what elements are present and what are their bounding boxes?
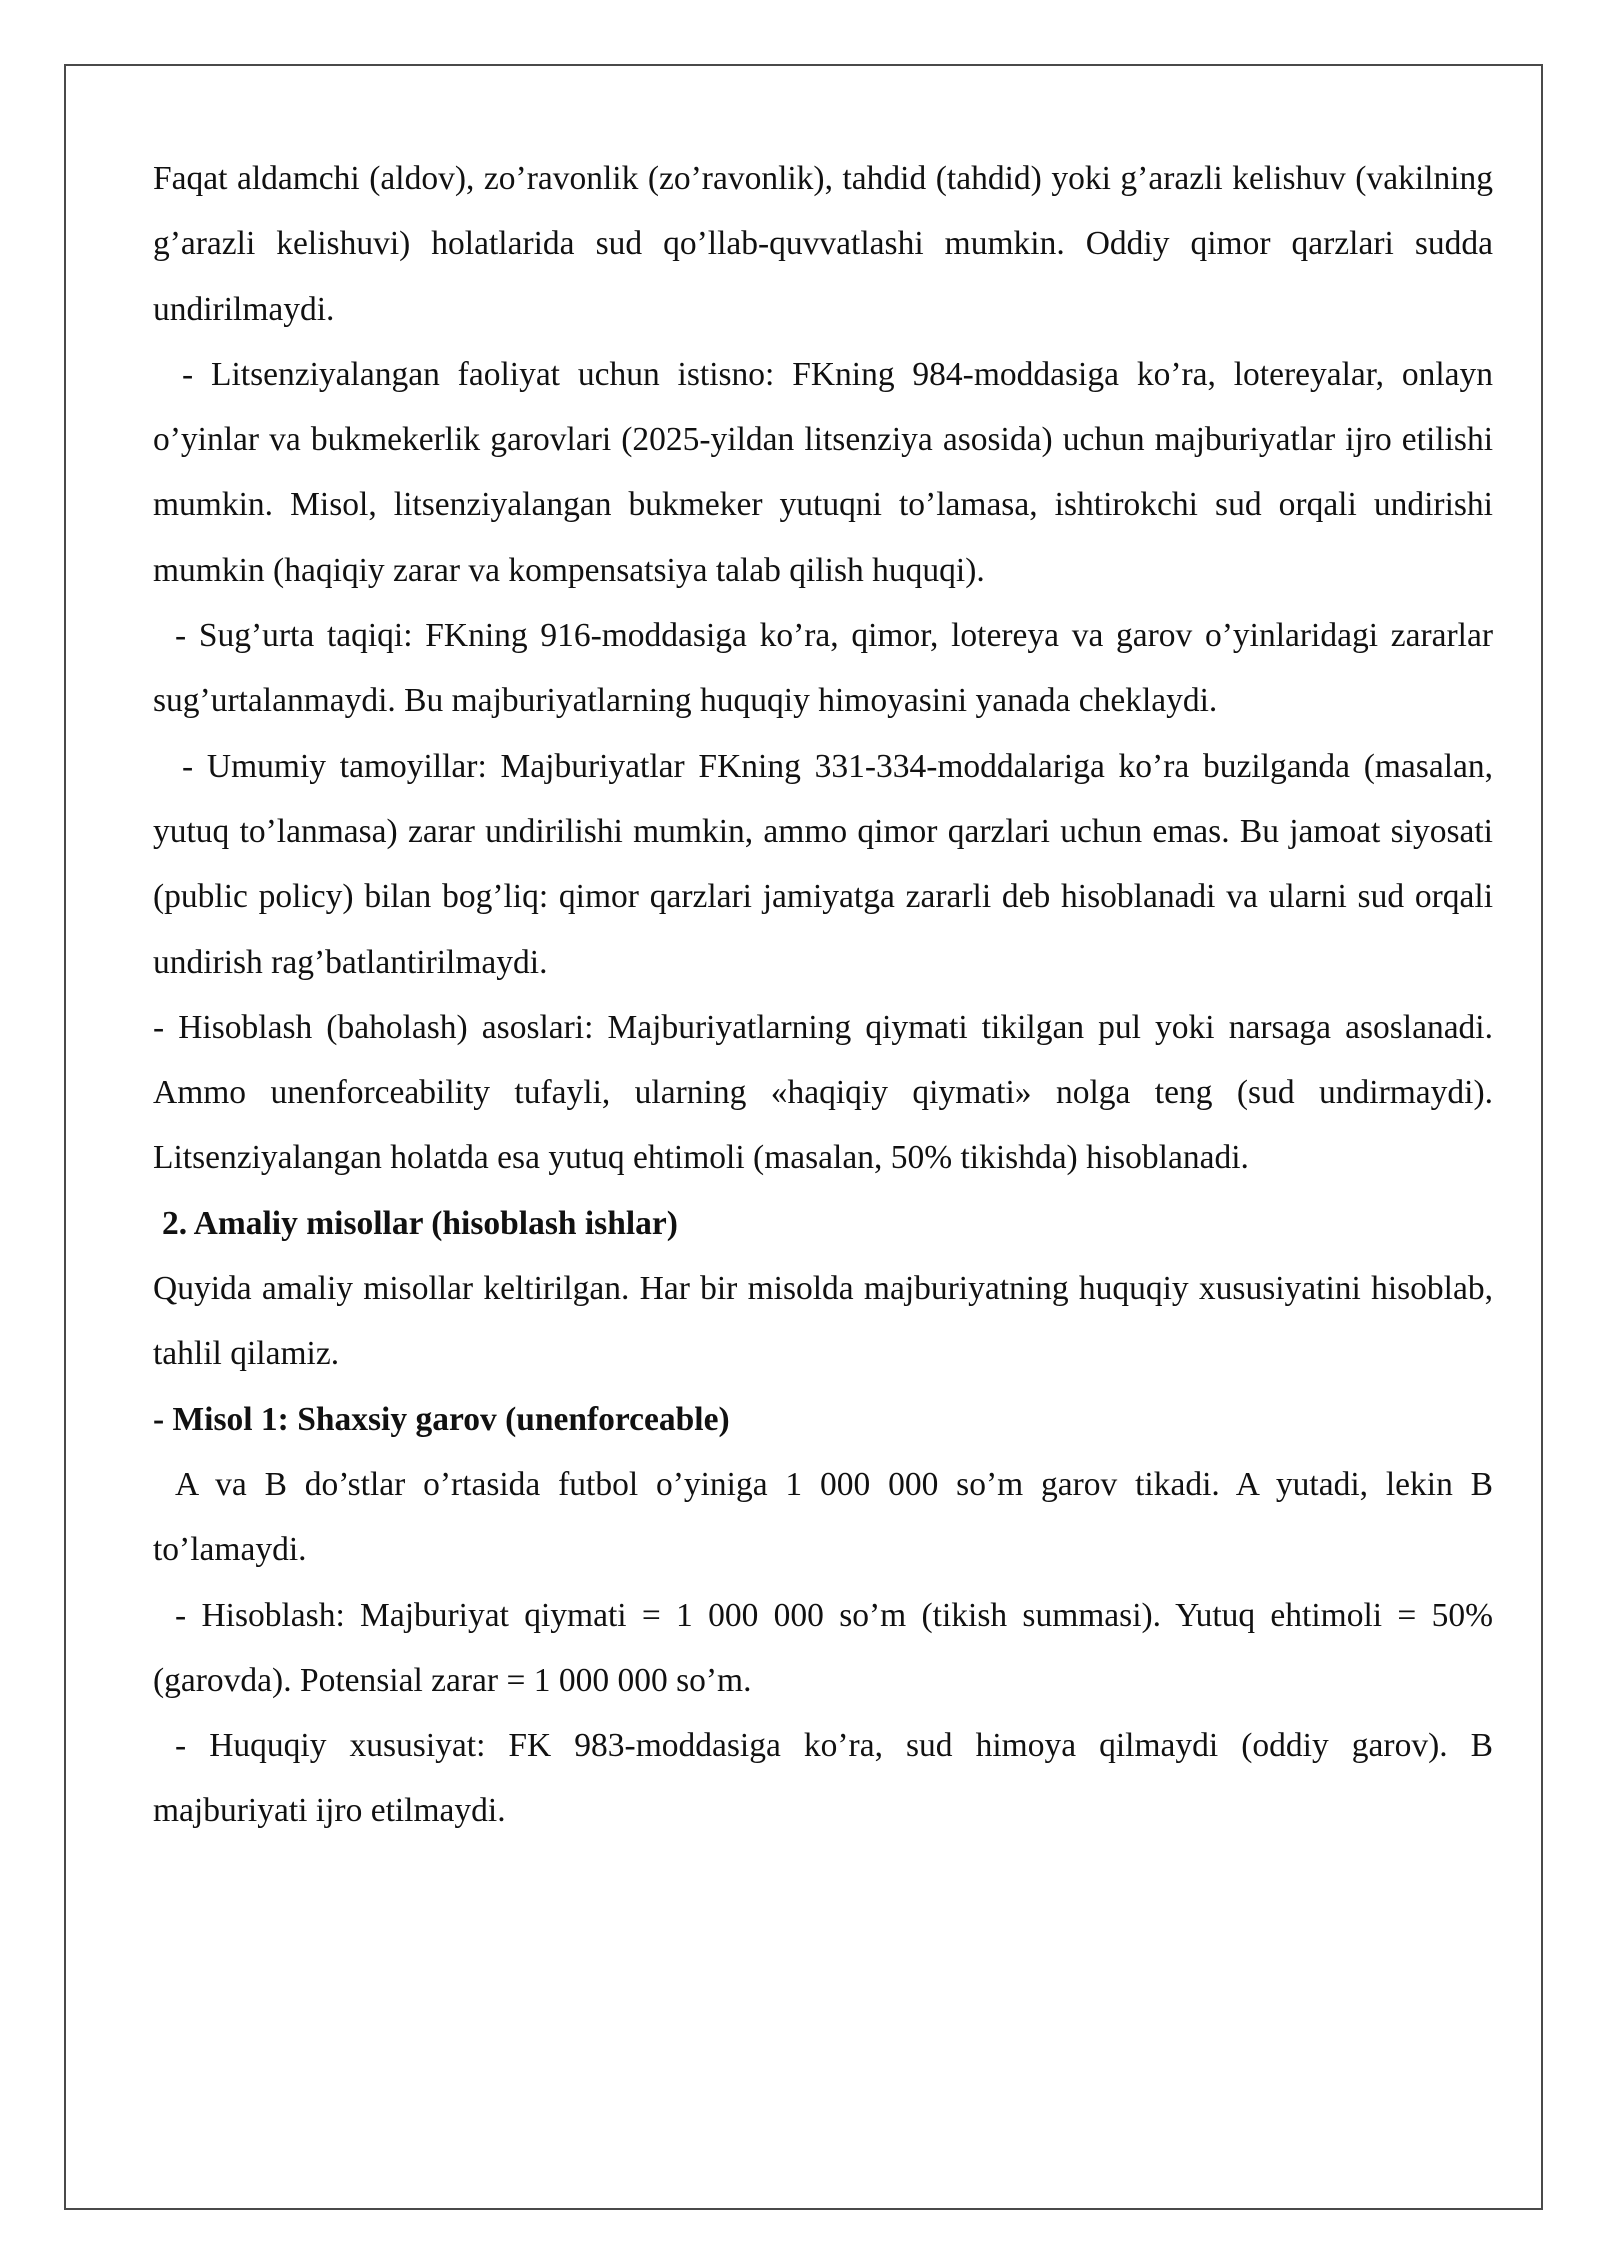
paragraph-fraud-exceptions: Faqat aldamchi (aldov), zo’ravonlik (zo’ravonlik), tahdid (tahdid) yoki g’arazli kelishuv (vakilning g’arazli kelishuvi) holatlarida sud qo’llab-quvvatlashi mumkin. Oddiy qimor qarzlari sudda undirilmaydi. xyxy=(153,160,1493,328)
paragraph-valuation-basis: - Hisoblash (baholash) asoslari: Majburiyatlarning qiymati tikilgan pul yoki narsaga asoslanadi. Ammo unenforceability tufayli, ularning «haqiqiy qiymati» nolga teng (sud undirmaydi). Litsenziyalangan holatda esa yutuq ehtimoli (masalan, 50% tikishda) hisoblanadi. xyxy=(153,1008,1493,1177)
paragraph-insurance-ban: - Sug’urta taqiqi: FKning 916-moddasiga ko’ra, qimor, lotereya va garov o’yinlaridagi zararlar sug’urtalanmaydi. Bu majburiyatlarning huquqiy himoyasini yanada cheklaydi. xyxy=(153,617,1493,720)
example-legal-nature: - Huquqiy xususiyat: FK 983-moddasiga ko’ra, sud himoya qilmaydi (oddiy garov). B majburiyati ijro etilmaydi. xyxy=(153,1727,1493,1830)
paragraph-licensed-exception: - Litsenziyalangan faoliyat uchun istisno: FKning 984-moddasiga ko’ra, lotereyalar, onlayn o’yinlar va bukmekerlik garovlari (2025-yildan litsenziya asosida) uchun majburiyatlar ijro etilishi mumkin. Misol, litsenziyalangan bukmeker yutuqni to’lamasa, ishtirokchi sud orqali undirishi mumkin (haqiqiy zarar va kompensatsiya talab qilish huquqi). xyxy=(153,355,1493,589)
example-calculation: - Hisoblash: Majburiyat qiymati = 1 000 000 so’m (tikish summasi). Yutuq ehtimoli = 50% (garovda). Potensial zarar = 1 000 000 so’m. xyxy=(153,1596,1493,1699)
example-heading: - Misol 1: Shaxsiy garov (unenforceable) xyxy=(153,1400,730,1438)
section-intro: Quyida amaliy misollar keltirilgan. Har bir misolda majburiyatning huquqiy xususiyatini hisoblab, tahlil qilamiz. xyxy=(153,1270,1493,1373)
example-scenario: A va B do’stlar o’rtasida futbol o’yiniga 1 000 000 so’m garov tikadi. A yutadi, lekin B to’lamaydi. xyxy=(153,1465,1493,1569)
section-heading: 2. Amaliy misollar (hisoblash ishlar) xyxy=(162,1204,678,1242)
document-body xyxy=(153,146,1493,1844)
paragraph-general-principles: - Umumiy tamoyillar: Majburiyatlar FKning 331-334-moddalariga ko’ra buzilganda (masalan, yutuq to’lanmasa) zarar undirilishi mumkin, ammo qimor qarzlari uchun emas. Bu jamoat siyosati (public policy) bilan bog’liq: qimor qarzlari jamiyatga zararli deb hisoblanadi va ularni sud orqali undirish rag’batlantirilmaydi. xyxy=(153,747,1493,981)
